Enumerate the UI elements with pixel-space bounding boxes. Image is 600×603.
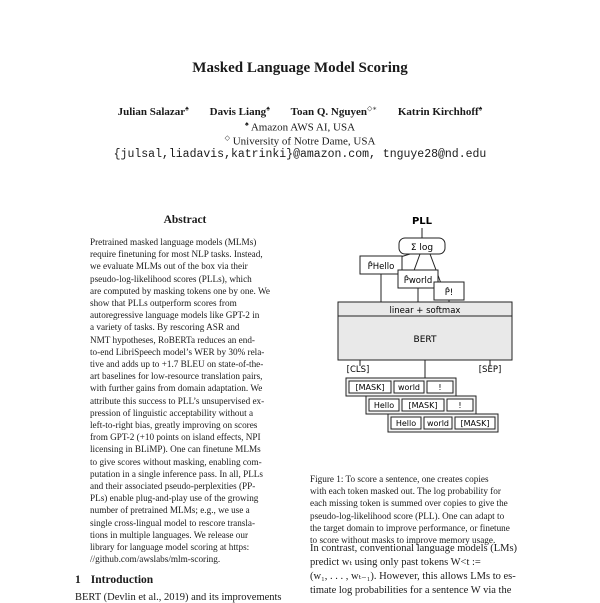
abstract-line: a variety of tasks. By rescoring ASR and	[90, 322, 240, 333]
right-line: (w₁, . . . , wₜ₋₁). However, this allows LMs to es-	[310, 571, 516, 582]
sum-log-label: Σ log	[410, 243, 434, 253]
abstract-line: and their associated pseudo-perplexities (PP-	[90, 481, 256, 492]
abstract-line: from GPT-2 (+10 points on island effects, NPI	[90, 432, 261, 443]
right-line: predict wₜ using only past tokens W<t :=	[310, 557, 481, 568]
bert-label: BERT	[413, 335, 437, 345]
abstract-line: we evaluate MLMs out of the box via their	[90, 261, 248, 272]
caption-line: the target domain to improve performance, or finetune	[310, 522, 510, 533]
pll-label: PLL	[411, 216, 433, 227]
author: Julian Salazar♠	[117, 104, 189, 118]
row-token: Hello	[373, 401, 395, 410]
linear-softmax-label: linear + softmax	[389, 306, 461, 316]
author: Katrin Kirchhoff♠	[397, 104, 483, 118]
abstract-line: with further gains from domain adaptation. We	[90, 383, 263, 394]
abstract-line: licensing in BLiMP). One can finetune MLMs	[90, 444, 261, 455]
row-token: [MASK]	[408, 401, 438, 410]
author-emails: {julsal,liadavis,katrinki}@amazon.com, tnguye28@nd.edu	[113, 148, 487, 161]
caption-line: pseudo-log-likelihood score (PLL). One can adapt to	[310, 510, 505, 521]
abstract-line: pseudo-log-likelihood scores (PLLs), which	[90, 273, 252, 284]
abstract-line: attribute this success to PLL’s unsupervised ex-	[90, 395, 265, 406]
intro-first-line: BERT (Devlin et al., 2019) and its improvements	[75, 592, 282, 603]
author: Davis Liang♠	[209, 104, 270, 118]
abstract-line: left-to-right bias, greatly improving on scores	[90, 420, 258, 431]
caption-line: with each token masked out. The log probability for	[310, 486, 501, 497]
figure-1-diagram	[330, 210, 520, 460]
row-token: !	[458, 401, 462, 410]
right-line: In contrast, conventional language models (LMs)	[310, 543, 518, 554]
row-token: [MASK]	[460, 419, 490, 428]
abstract-line: number of pretrained MLMs; e.g., we use a	[90, 505, 250, 516]
row-token: world	[426, 419, 450, 428]
sep-token: [SEP]	[478, 365, 502, 375]
caption-line: to score without masks to improve memory usage.	[310, 535, 496, 546]
abstract-line: tive and adds up to +1.7 BLEU on state-of-the-	[90, 359, 264, 370]
row-token: !	[438, 383, 442, 392]
abstract-line: tions in multiple languages. We release our	[90, 529, 249, 540]
author: Toan Q. Nguyen◇∗	[290, 104, 378, 118]
row-token: Hello	[395, 419, 417, 428]
section-heading: 1 Introduction	[75, 574, 154, 586]
figure-1-caption	[310, 473, 530, 546]
abstract-line: Pretrained masked language models (MLMs)	[90, 237, 257, 247]
prob-world-label: P̂world	[403, 276, 433, 286]
abstract-line: putation in a single inference pass. In all, PLLs	[90, 468, 263, 479]
abstract-line: library for language model scoring at https:	[90, 542, 250, 553]
abstract-line: //github.com/awslabs/mlm-scoring.	[90, 554, 221, 565]
paper-title: Masked Language Model Scoring	[192, 60, 408, 76]
row-token: world	[397, 383, 421, 392]
author-list	[0, 104, 600, 118]
affiliation: ◇ University of Notre Dame, USA	[224, 134, 376, 148]
abstract-line: require finetuning for most NLP tasks. Instead,	[90, 249, 263, 260]
abstract-line: autoregressive language models like GPT-2 in	[90, 310, 260, 321]
abstract-line: show that PLLs outperform scores from	[90, 298, 237, 309]
abstract-heading: Abstract	[163, 214, 207, 226]
abstract-line: to-end LibriSpeech model’s WER by 30% rela-	[90, 346, 265, 357]
cls-token: [CLS]	[346, 365, 370, 375]
caption-line: each missing token is summed over copies to give the	[310, 498, 508, 509]
prob-hello-label: P̂Hello	[367, 262, 395, 272]
affiliation: ♠ Amazon AWS AI, USA	[244, 120, 356, 134]
prob-bang-label: P̂!	[444, 288, 454, 298]
abstract-line: pression of linguistic acceptability without a	[90, 407, 254, 418]
abstract-line: art baselines for low-resource translation pairs,	[90, 371, 263, 382]
abstract-line: are computed by masking tokens one by one. We	[90, 285, 270, 296]
right-column-text	[310, 542, 530, 598]
caption-line: Figure 1: To score a sentence, one creates copies	[310, 474, 489, 484]
abstract-line: to give scores without masking, enabling com-	[90, 456, 262, 467]
abstract-line: single cross-lingual model to rescore transla-	[90, 517, 256, 528]
abstract-body	[90, 236, 280, 565]
abstract-line: PLs) enable plug-and-play use of the growing	[90, 493, 259, 504]
abstract-line: NMT hypotheses, RoBERTa reduces an end-	[90, 334, 255, 345]
row-token: [MASK]	[355, 383, 385, 392]
right-line: timate log probabilities for a sentence W via the	[310, 585, 512, 596]
